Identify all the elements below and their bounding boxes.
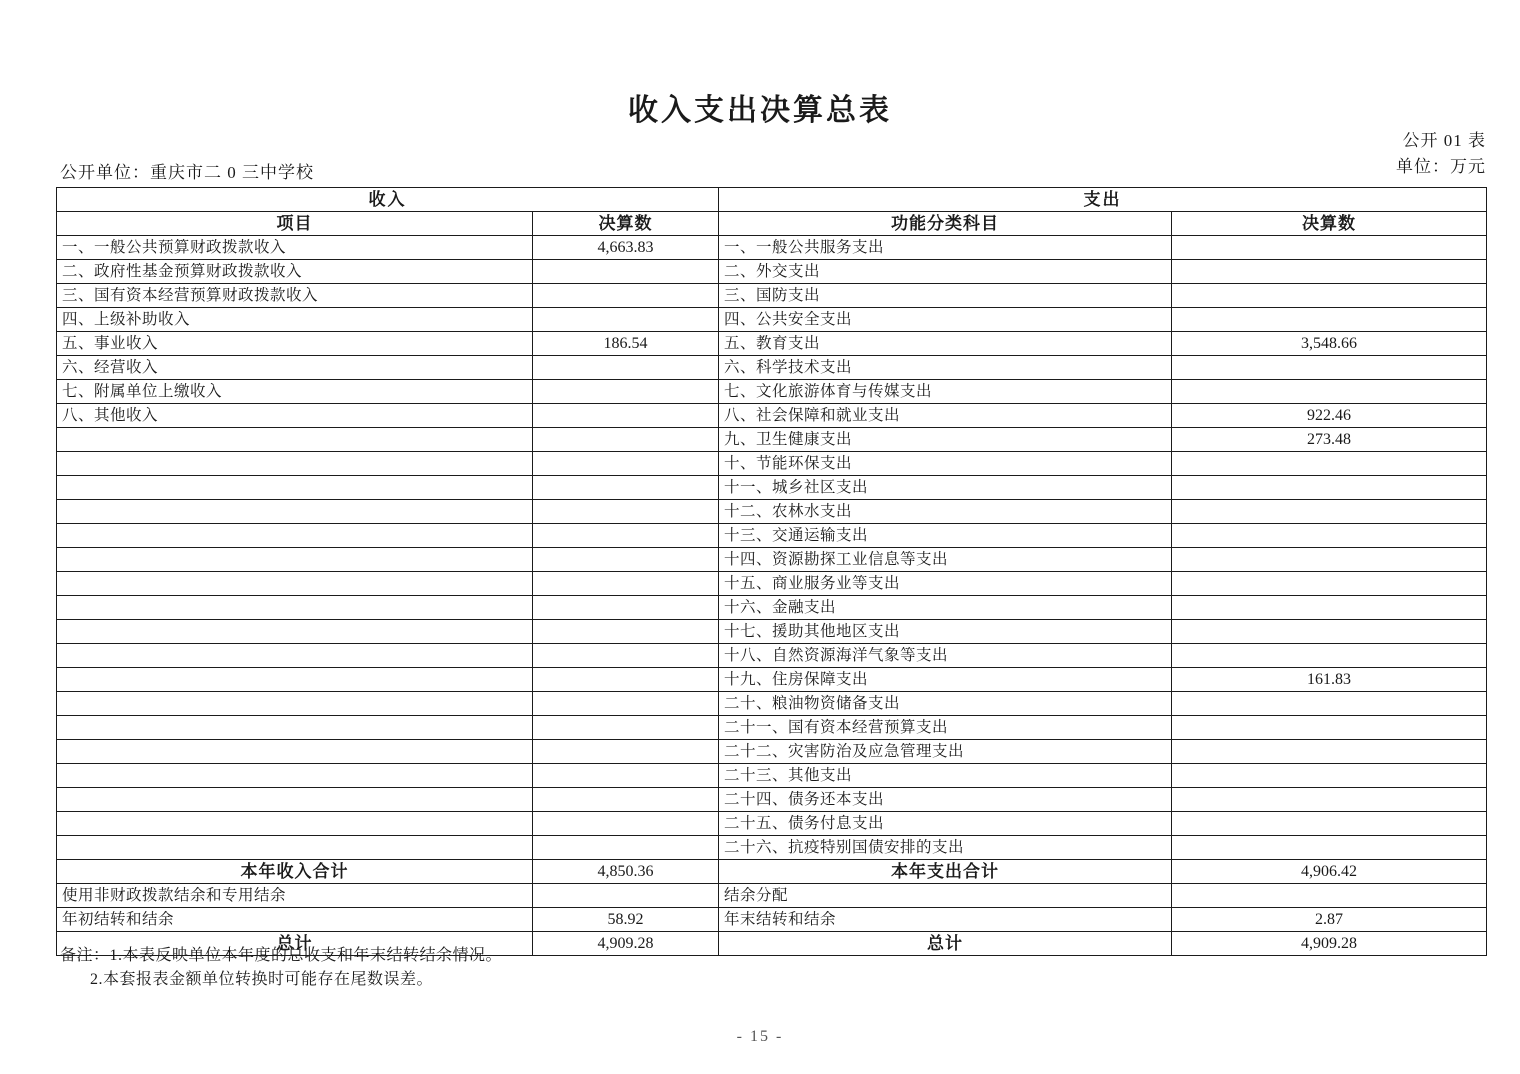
income-item-empty (57, 524, 533, 548)
footnote-line-1: 备注：1.本表反映单位本年度的总收支和年末结转结余情况。 (60, 947, 503, 964)
expense-item-amount: 922.46 (1172, 404, 1487, 428)
expense-item-label: 十五、商业服务业等支出 (719, 572, 1172, 596)
income-amount-header: 决算数 (533, 212, 719, 236)
page-title: 收入支出决算总表 (628, 94, 892, 127)
expense-item-label: 十二、农林水支出 (719, 500, 1172, 524)
income-item-amount (533, 260, 719, 284)
income-amount-empty (533, 428, 719, 452)
expense-item-amount (1172, 620, 1487, 644)
income-item-empty (57, 428, 533, 452)
table-row (57, 644, 1487, 668)
table-summary-row (57, 860, 1487, 884)
table-row (57, 356, 1487, 380)
table-row (57, 428, 1487, 452)
summary-left-amount: 4,909.28 (533, 932, 719, 956)
income-item-amount (533, 284, 719, 308)
income-item-amount (533, 404, 719, 428)
expense-item-label: 十六、金融支出 (719, 596, 1172, 620)
table-row (57, 380, 1487, 404)
income-amount-empty (533, 452, 719, 476)
expense-item-amount: 273.48 (1172, 428, 1487, 452)
summary-right-label: 总计 (719, 932, 1172, 956)
expense-item-label: 十四、资源勘探工业信息等支出 (719, 548, 1172, 572)
table-row (57, 260, 1487, 284)
table-row (57, 284, 1487, 308)
income-item-empty (57, 452, 533, 476)
income-item-empty (57, 620, 533, 644)
income-item-empty (57, 812, 533, 836)
income-amount-empty (533, 500, 719, 524)
expense-item-amount (1172, 692, 1487, 716)
summary-right-amount (1172, 884, 1487, 908)
table-summary-row (57, 884, 1487, 908)
budget-summary-table (56, 187, 1487, 956)
expense-item-amount (1172, 548, 1487, 572)
expense-item-label: 六、科学技术支出 (719, 356, 1172, 380)
expense-item-amount (1172, 596, 1487, 620)
income-amount-empty (533, 476, 719, 500)
expense-item-amount (1172, 308, 1487, 332)
summary-left-label: 总计 (57, 932, 533, 956)
table-row (57, 404, 1487, 428)
income-item-amount (533, 308, 719, 332)
expense-item-label: 十八、自然资源海洋气象等支出 (719, 644, 1172, 668)
income-item-label: 四、上级补助收入 (57, 308, 533, 332)
table-column-header-row (57, 212, 1487, 236)
expense-item-label: 二、外交支出 (719, 260, 1172, 284)
expense-item-amount (1172, 716, 1487, 740)
expense-item-label: 五、教育支出 (719, 332, 1172, 356)
table-row (57, 836, 1487, 860)
table-row (57, 308, 1487, 332)
income-item-empty (57, 692, 533, 716)
summary-left-amount: 4,850.36 (533, 860, 719, 884)
summary-left-label: 年初结转和结余 (57, 908, 533, 932)
expense-item-label: 四、公共安全支出 (719, 308, 1172, 332)
summary-right-label: 结余分配 (719, 884, 1172, 908)
summary-right-amount: 4,906.42 (1172, 860, 1487, 884)
expense-item-label: 二十六、抗疫特别国债安排的支出 (719, 836, 1172, 860)
income-amount-empty (533, 692, 719, 716)
expense-item-label: 二十二、灾害防治及应急管理支出 (719, 740, 1172, 764)
expense-item-label: 二十四、债务还本支出 (719, 788, 1172, 812)
expense-item-amount: 3,548.66 (1172, 332, 1487, 356)
header-right-meta (1396, 128, 1486, 180)
table-row (57, 692, 1487, 716)
table-row (57, 572, 1487, 596)
table-summary-row (57, 908, 1487, 932)
table-group-header-row (57, 188, 1487, 212)
income-item-label: 二、政府性基金预算财政拨款收入 (57, 260, 533, 284)
income-item-label: 七、附属单位上缴收入 (57, 380, 533, 404)
expense-item-amount (1172, 836, 1487, 860)
form-code: 公开 01 表 (1402, 131, 1486, 150)
expense-item-label: 二十、粮油物资储备支出 (719, 692, 1172, 716)
income-amount-empty (533, 812, 719, 836)
income-amount-empty (533, 524, 719, 548)
income-item-empty (57, 716, 533, 740)
income-item-empty (57, 740, 533, 764)
summary-right-label: 年末结转和结余 (719, 908, 1172, 932)
expense-item-amount (1172, 644, 1487, 668)
expense-item-amount (1172, 500, 1487, 524)
income-item-label: 五、事业收入 (57, 332, 533, 356)
expense-item-amount (1172, 740, 1487, 764)
expense-item-amount (1172, 380, 1487, 404)
expense-item-amount (1172, 452, 1487, 476)
income-item-empty (57, 788, 533, 812)
expense-item-label: 二十一、国有资本经营预算支出 (719, 716, 1172, 740)
income-item-label: 三、国有资本经营预算财政拨款收入 (57, 284, 533, 308)
table-row (57, 740, 1487, 764)
unit-note: 单位：万元 (1396, 157, 1486, 176)
page-number: - 15 - (736, 1028, 784, 1045)
table-row (57, 620, 1487, 644)
expense-item-label: 一、一般公共服务支出 (719, 236, 1172, 260)
expense-item-label: 九、卫生健康支出 (719, 428, 1172, 452)
expense-item-label: 二十五、债务付息支出 (719, 812, 1172, 836)
income-item-amount: 4,663.83 (533, 236, 719, 260)
expense-item-amount (1172, 572, 1487, 596)
income-item-empty (57, 596, 533, 620)
expense-item-label: 十七、援助其他地区支出 (719, 620, 1172, 644)
expense-item-label: 八、社会保障和就业支出 (719, 404, 1172, 428)
income-item-empty (57, 668, 533, 692)
income-item-empty (57, 836, 533, 860)
summary-left-label: 使用非财政拨款结余和专用结余 (57, 884, 533, 908)
summary-left-amount: 58.92 (533, 908, 719, 932)
expense-item-label: 二十三、其他支出 (719, 764, 1172, 788)
income-item-header: 项目 (57, 212, 533, 236)
expense-item-label: 十一、城乡社区支出 (719, 476, 1172, 500)
table-row (57, 788, 1487, 812)
expense-item-amount (1172, 764, 1487, 788)
expense-item-label: 三、国防支出 (719, 284, 1172, 308)
income-amount-empty (533, 740, 719, 764)
income-amount-empty (533, 620, 719, 644)
expense-item-label: 十、节能环保支出 (719, 452, 1172, 476)
expense-item-amount (1172, 524, 1487, 548)
table-row (57, 524, 1487, 548)
income-item-amount: 186.54 (533, 332, 719, 356)
expense-item-amount (1172, 356, 1487, 380)
table-row (57, 596, 1487, 620)
summary-right-amount: 4,909.28 (1172, 932, 1487, 956)
expense-item-label: 十九、住房保障支出 (719, 668, 1172, 692)
income-item-empty (57, 644, 533, 668)
table-row (57, 812, 1487, 836)
table-row (57, 236, 1487, 260)
expense-item-amount (1172, 788, 1487, 812)
income-item-label: 八、其他收入 (57, 404, 533, 428)
income-item-empty (57, 500, 533, 524)
footnote-line-2: 2.本套报表金额单位转换时可能存在尾数误差。 (90, 971, 434, 988)
summary-right-amount: 2.87 (1172, 908, 1487, 932)
income-amount-empty (533, 596, 719, 620)
expense-item-amount (1172, 476, 1487, 500)
expense-item-amount (1172, 260, 1487, 284)
expense-amount-header: 决算数 (1172, 212, 1487, 236)
table-row (57, 500, 1487, 524)
footnotes (60, 944, 502, 992)
income-item-empty (57, 476, 533, 500)
expense-item-label: 十三、交通运输支出 (719, 524, 1172, 548)
income-item-amount (533, 380, 719, 404)
income-item-empty (57, 764, 533, 788)
table-row (57, 452, 1487, 476)
income-amount-empty (533, 572, 719, 596)
income-item-label: 六、经营收入 (57, 356, 533, 380)
income-item-amount (533, 356, 719, 380)
expense-group-header: 支出 (719, 188, 1487, 212)
income-amount-empty (533, 716, 719, 740)
summary-left-label: 本年收入合计 (57, 860, 533, 884)
summary-right-label: 本年支出合计 (719, 860, 1172, 884)
table-row (57, 668, 1487, 692)
expense-item-amount (1172, 284, 1487, 308)
expense-item-amount (1172, 236, 1487, 260)
income-amount-empty (533, 644, 719, 668)
income-amount-empty (533, 548, 719, 572)
expense-item-label: 七、文化旅游体育与传媒支出 (719, 380, 1172, 404)
income-amount-empty (533, 668, 719, 692)
expense-item-header: 功能分类科目 (719, 212, 1172, 236)
income-item-empty (57, 572, 533, 596)
income-amount-empty (533, 836, 719, 860)
income-amount-empty (533, 788, 719, 812)
table-row (57, 764, 1487, 788)
income-item-empty (57, 548, 533, 572)
expense-item-amount (1172, 812, 1487, 836)
table-row (57, 332, 1487, 356)
table-row (57, 548, 1487, 572)
income-group-header: 收入 (57, 188, 719, 212)
table-row (57, 476, 1487, 500)
disclosure-unit: 公开单位：重庆市二 0 三中学校 (60, 163, 314, 182)
income-item-label: 一、一般公共预算财政拨款收入 (57, 236, 533, 260)
table-row (57, 716, 1487, 740)
income-amount-empty (533, 764, 719, 788)
expense-item-amount: 161.83 (1172, 668, 1487, 692)
summary-left-amount (533, 884, 719, 908)
